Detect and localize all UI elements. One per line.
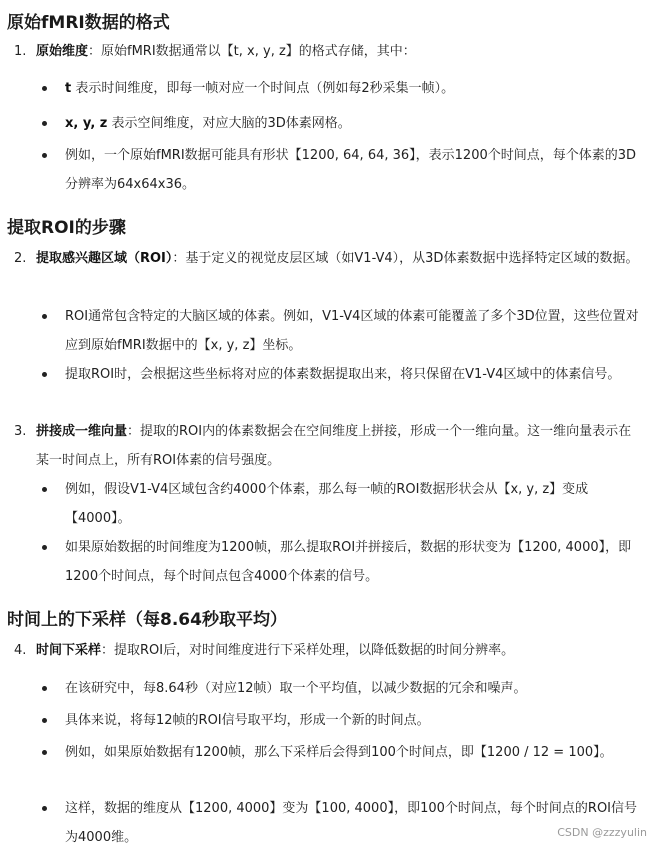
bullet-dot	[42, 718, 47, 723]
bullet-item-roi-voxels	[65, 302, 641, 360]
item-text: ：提取的ROI内的体素数据会在空间维度上拼接，形成一个一维向量。这一维向量表示在某一时间点上，所有ROI体素的信号强度。	[36, 424, 632, 468]
list-item-flatten-vector	[36, 417, 641, 475]
bullet-label: x, y, z	[65, 116, 108, 131]
bullet-dot	[42, 314, 47, 319]
bullet-dot	[42, 545, 47, 550]
bullet-item-xyz	[65, 109, 641, 138]
bullet-text: ROI通常包含特定的大脑区域的体素。例如，V1-V4区域的体素可能覆盖了多个3D位置，这些位置对应到原始fMRI数据中的【x, y, z】坐标。	[65, 309, 639, 353]
bullet-text: 提取ROI时，会根据这些坐标将对应的体素数据提取出来，将只保留在V1-V4区域中的体素信号。	[65, 367, 621, 382]
item-label: 拼接成一维向量	[36, 424, 128, 439]
item-text: ：提取ROI后，对时间维度进行下采样处理，以降低数据的时间分辨率。	[101, 643, 515, 658]
bullet-text: 表示时间维度，即每一帧对应一个时间点（例如每2秒采集一帧）。	[71, 81, 455, 96]
bullet-dot	[42, 372, 47, 377]
item-label: 提取感兴趣区域（ROI）	[36, 251, 173, 266]
list-item-raw-dimension	[36, 37, 641, 66]
bullet-item-voxel-count	[65, 475, 641, 533]
bullet-item-example-shape	[65, 141, 641, 199]
list-number: 1.	[14, 44, 27, 59]
bullet-item-final-shape	[65, 794, 641, 852]
section-heading-fmri-format: 原始fMRI数据的格式	[7, 13, 170, 33]
item-label: 时间下采样	[36, 643, 102, 658]
bullet-dot	[42, 686, 47, 691]
bullet-item-downsample-example	[65, 738, 641, 767]
list-number: 2.	[14, 251, 27, 266]
list-item-extract-roi	[36, 244, 641, 273]
list-number: 3.	[14, 424, 27, 439]
section-heading-roi-steps: 提取ROI的步骤	[7, 218, 126, 238]
bullet-text: 例如，如果原始数据有1200帧，那么下采样后会得到100个时间点，即【1200 / 12 = 100】。	[65, 745, 613, 760]
bullet-item-roi-extraction	[65, 360, 641, 389]
bullet-dot	[42, 121, 47, 126]
bullet-text: 例如，假设V1-V4区域包含约4000个体素，那么每一帧的ROI数据形状会从【x, y, z】变成【4000】。	[65, 482, 589, 526]
bullet-label: t	[65, 81, 72, 96]
item-label: 原始维度	[36, 44, 89, 59]
bullet-dot	[42, 806, 47, 811]
section-heading-downsampling: 时间上的下采样（每8.64秒取平均）	[7, 610, 287, 630]
bullet-text: 在该研究中，每8.64秒（对应12帧）取一个平均值，以减少数据的冗余和噪声。	[65, 681, 527, 696]
item-text: ：原始fMRI数据通常以【t, x, y, z】的格式存储，其中：	[88, 44, 416, 59]
bullet-text: 表示空间维度，对应大脑的3D体素网格。	[107, 116, 351, 131]
bullet-item-average-window	[65, 674, 641, 703]
bullet-text: 如果原始数据的时间维度为1200帧，那么提取ROI并拼接后，数据的形状变为【1200, 4000】，即1200个时间点，每个时间点包含4000个体素的信号。	[65, 540, 632, 584]
bullet-dot	[42, 487, 47, 492]
bullet-text: 这样，数据的维度从【1200, 4000】变为【100, 4000】，即100个时间点，每个时间点的ROI信号为4000维。	[65, 801, 638, 845]
bullet-item-data-shape	[65, 533, 641, 591]
bullet-dot	[42, 86, 47, 91]
watermark: CSDN @zzzyulin	[557, 826, 647, 839]
list-item-time-downsampling	[36, 636, 641, 665]
bullet-dot	[42, 153, 47, 158]
bullet-item-average-12-frames	[65, 706, 641, 735]
bullet-text: 具体来说，将每12帧的ROI信号取平均，形成一个新的时间点。	[65, 713, 430, 728]
list-number: 4.	[14, 643, 27, 658]
bullet-dot	[42, 750, 47, 755]
bullet-item-t	[65, 74, 641, 103]
bullet-text: 例如，一个原始fMRI数据可能具有形状【1200, 64, 64, 36】，表示1200个时间点，每个体素的3D分辨率为64x64x36。	[65, 148, 637, 192]
item-text: ：基于定义的视觉皮层区域（如V1-V4），从3D体素数据中选择特定区域的数据。	[172, 251, 639, 266]
